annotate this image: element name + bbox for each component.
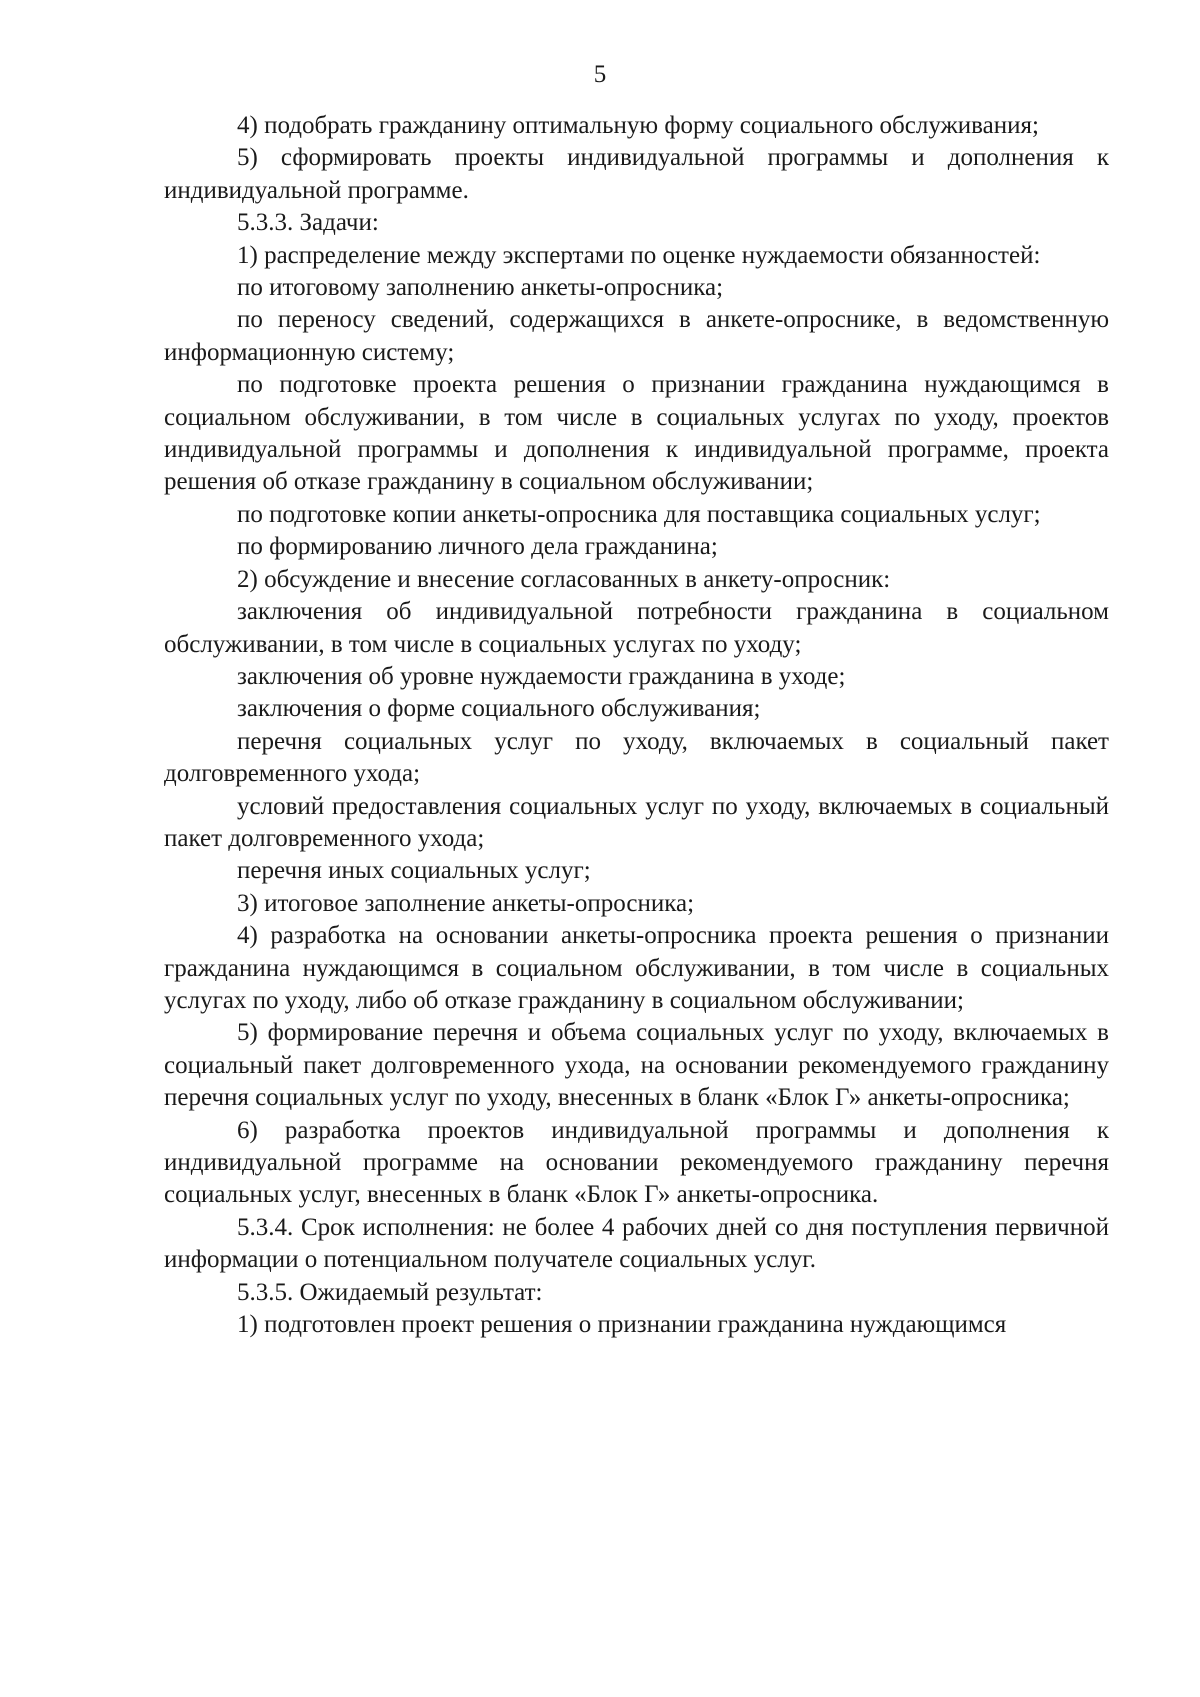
document-body	[164, 110, 1109, 1341]
paragraph: 2) обсуждение и внесение согласованных в анкету-опросник:	[237, 565, 891, 593]
paragraph: перечня иных социальных услуг;	[237, 857, 591, 885]
paragraph: 1) распределение между экспертами по оценке нуждаемости обязанностей:	[237, 241, 1041, 269]
paragraph: по формированию личного дела гражданина;	[237, 533, 718, 561]
paragraph: перечня социальных услуг по уходу, включаемых в социальный пакет долговременного ухода;	[164, 727, 1109, 788]
paragraph: 3) итоговое заполнение анкеты-опросника;	[237, 889, 695, 917]
paragraph: заключения об индивидуальной потребности гражданина в социальном обслуживании, в том числе в социальных услугах по уходу;	[164, 598, 1109, 658]
paragraph: условий предоставления социальных услуг по уходу, включаемых в социальный пакет долговременного ухода;	[164, 792, 1109, 852]
paragraph: 5) сформировать проекты индивидуальной программы и дополнения к индивидуальной программе.	[164, 144, 1109, 204]
paragraph: по переносу сведений, содержащихся в анкете-опроснике, в ведомственную информационную систему;	[164, 306, 1109, 366]
page-number: 5	[593, 61, 607, 88]
paragraph: 1) подготовлен проект решения о признании гражданина нуждающимся	[237, 1311, 1007, 1339]
paragraph: 6) разработка проектов индивидуальной программы и дополнения к индивидуальной программе на основании рекомендуемого гражданину перечня социальных услуг, внесенных в бланк «Блок Г» анкеты-опросника.	[164, 1116, 1109, 1209]
paragraph: 5.3.4. Срок исполнения: не более 4 рабочих дней со дня поступления первичной информации о потенциальном получателе социальных услуг.	[164, 1213, 1109, 1274]
paragraph: по подготовке проекта решения о признании гражданина нуждающимся в социальном обслуживании, в том числе в социальных услугах по уходу, проектов индивидуальной программы и дополнения к индивидуальной программе, проекта решения об отказе гражданину в социальном обслуживании;	[164, 371, 1109, 496]
paragraph: заключения о форме социального обслуживания;	[237, 695, 761, 723]
paragraph: 5) формирование перечня и объема социальных услуг по уходу, включаемых в социальный пакет долговременного ухода, на основании рекомендуемого гражданину перечня социальных услуг по уходу, внесенных в бланк «Блок Г» анкеты-опросника;	[164, 1019, 1109, 1112]
paragraph: по подготовке копии анкеты-опросника для поставщика социальных услуг;	[237, 500, 1041, 528]
paragraph: 5.3.3. Задачи:	[237, 209, 379, 237]
paragraph: 5.3.5. Ожидаемый результат:	[237, 1278, 543, 1306]
paragraph: 4) подобрать гражданину оптимальную форму социального обслуживания;	[237, 112, 1039, 139]
paragraph: заключения об уровне нуждаемости гражданина в уходе;	[237, 662, 846, 690]
paragraph: по итоговому заполнению анкеты-опросника;	[237, 274, 724, 302]
paragraph: 4) разработка на основании анкеты-опросника проекта решения о признании гражданина нуждающимся в социальном обслуживании, в том числе в социальных услугах по уходу, либо об отказе гражданину в социальном обслуживании;	[164, 922, 1109, 1014]
